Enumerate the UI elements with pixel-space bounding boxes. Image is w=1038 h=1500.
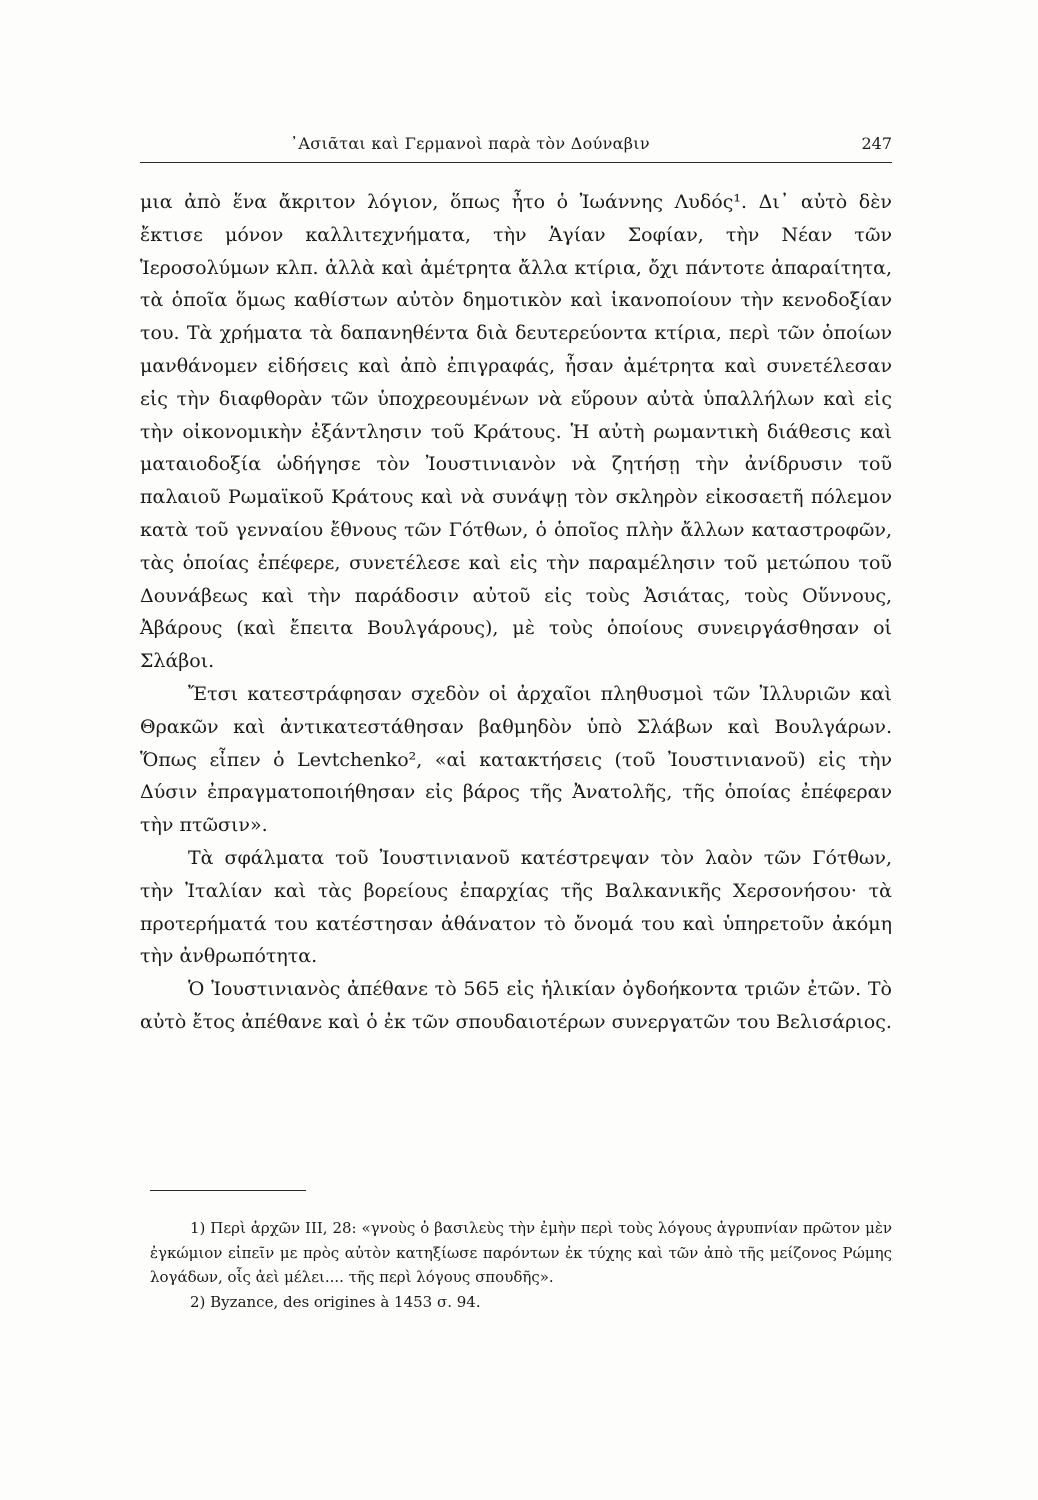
footnotes (150, 1216, 892, 1314)
paragraph-1: μια ἀπὸ ἕνα ἄκριτον λόγιον, ὅπως ἦτο ὁ Ἰωάννης Λυδός¹. Δι᾿ αὐτὸ δὲν ἔκτισε μόνον καλλιτεχνήματα, τὴν Ἁγίαν Σοφίαν, τὴν Νέαν τῶν Ἱεροσολύμων κλπ. ἀλλὰ καὶ ἀμέτρητα ἄλλα κτίρια, ὄχι πάντοτε ἀπαραίτητα, τὰ ὁποῖα ὅμως καθίστων αὐτὸν δημοτικὸν καὶ ἱκανοποίουν τὴν κενοδοξίαν του. Τὰ χρήματα τὰ δαπανηθέντα διὰ δευτερεύοντα κτίρια, περὶ τῶν ὁποίων μανθάνομεν εἰδήσεις καὶ ἀπὸ ἐπιγραφάς, ἦσαν ἀμέτρητα καὶ συνετέλεσαν εἰς τὴν διαφθορὰν τῶν ὑποχρεουμένων νὰ εὕρουν αὐτὰ ὑπαλλήλων καὶ εἰς τὴν οἰκονομικὴν ἐξάντλησιν τοῦ Κράτους. Ἡ αὐτὴ ρωμαντικὴ διάθεσις καὶ ματαιοδοξία ὡδήγησε τὸν Ἰουστινιανὸν νὰ ζητήσῃ τὴν ἀνίδρυσιν τοῦ παλαιοῦ Ρωμαϊκοῦ Κράτους καὶ νὰ συνάψῃ τὸν σκληρὸν εἰκοσαετῆ πόλεμον κατὰ τοῦ γενναίου ἔθνους τῶν Γότθων, ὁ ὁποῖος πλὴν ἄλλων καταστροφῶν, τὰς ὁποίας ἐπέφερε, συνετέλεσε καὶ εἰς τὴν παραμέλησιν τοῦ μετώπου τοῦ Δουνάβεως καὶ τὴν παράδοσιν αὐτοῦ εἰς τοὺς Ἀσιάτας, τοὺς Οὕννους, Ἀβάρους (καὶ ἔπειτα Βουλγάρους), μὲ τοὺς ὁποίους συνειργάσθησαν οἱ Σλάβοι. (140, 191, 892, 673)
footnote-rule (150, 1190, 306, 1191)
running-header (140, 130, 892, 158)
paragraph-3: Τὰ σφάλματα τοῦ Ἰουστινιανοῦ κατέστρεψαν τὸν λαὸν τῶν Γότθων, τὴν Ἰταλίαν καὶ τὰς βορείους ἐπαρχίας τῆς Βαλκανικῆς Χερσονήσου· τὰ προτερήματά του κατέστησαν ἀθάνατον τὸ ὄνομά του καὶ ὑπηρετοῦν ἀκόμη τὴν ἀνθρωπότητα. (140, 846, 892, 968)
paragraph-4: Ὁ Ἰουστινιανὸς ἀπέθανε τὸ 565 εἰς ἡλικίαν ὀγδοήκοντα τριῶν ἐτῶν. Τὸ αὐτὸ ἔτος ἀπέθανε καὶ ὁ ἐκ τῶν σπουδαιοτέρων συνεργατῶν του Βελισάριος. (140, 978, 892, 1033)
footnote-2: 2) Byzance, des origines à 1453 σ. 94. (190, 1292, 481, 1311)
main-text (140, 186, 892, 1039)
page-number: 247 (861, 134, 892, 153)
paragraph-2: Ἔτσι κατεστράφησαν σχεδὸν οἱ ἀρχαῖοι πληθυσμοὶ τῶν Ἰλλυριῶν καὶ Θρακῶν καὶ ἀντικατεστάθησαν βαθμηδὸν ὑπὸ Σλάβων καὶ Βουλγάρων. Ὅπως εἶπεν ὁ Levtchenko², «αἱ κατακτήσεις (τοῦ Ἰουστινιανοῦ) εἰς τὴν Δύσιν ἐπραγματοποιήθησαν εἰς βάρος τῆς Ἀνατολῆς, τῆς ὁποίας ἐπέφεραν τὴν πτῶσιν». (140, 682, 892, 837)
footnote-1: 1) Περὶ ἀρχῶν ΙΙΙ, 28: «γνοὺς ὁ βασιλεὺς τὴν ἐμὴν περὶ τοὺς λόγους ἀγρυπνίαν πρῶτον μὲν ἐγκώμιον εἰπεῖν με πρὸς αὐτὸν κατηξίωσε παρόντων ἐκ τύχης καὶ τῶν ἀπὸ τῆς μείζονος Ρώμης λογάδων, οἷς ἀεὶ μέλει.... τῆς περὶ λόγους σπουδῆς». (150, 1219, 892, 1286)
header-rule (140, 162, 892, 163)
running-title: ᾿Ασιᾶται καὶ Γερμανοὶ παρὰ τὸν Δούναβιν (290, 134, 650, 153)
